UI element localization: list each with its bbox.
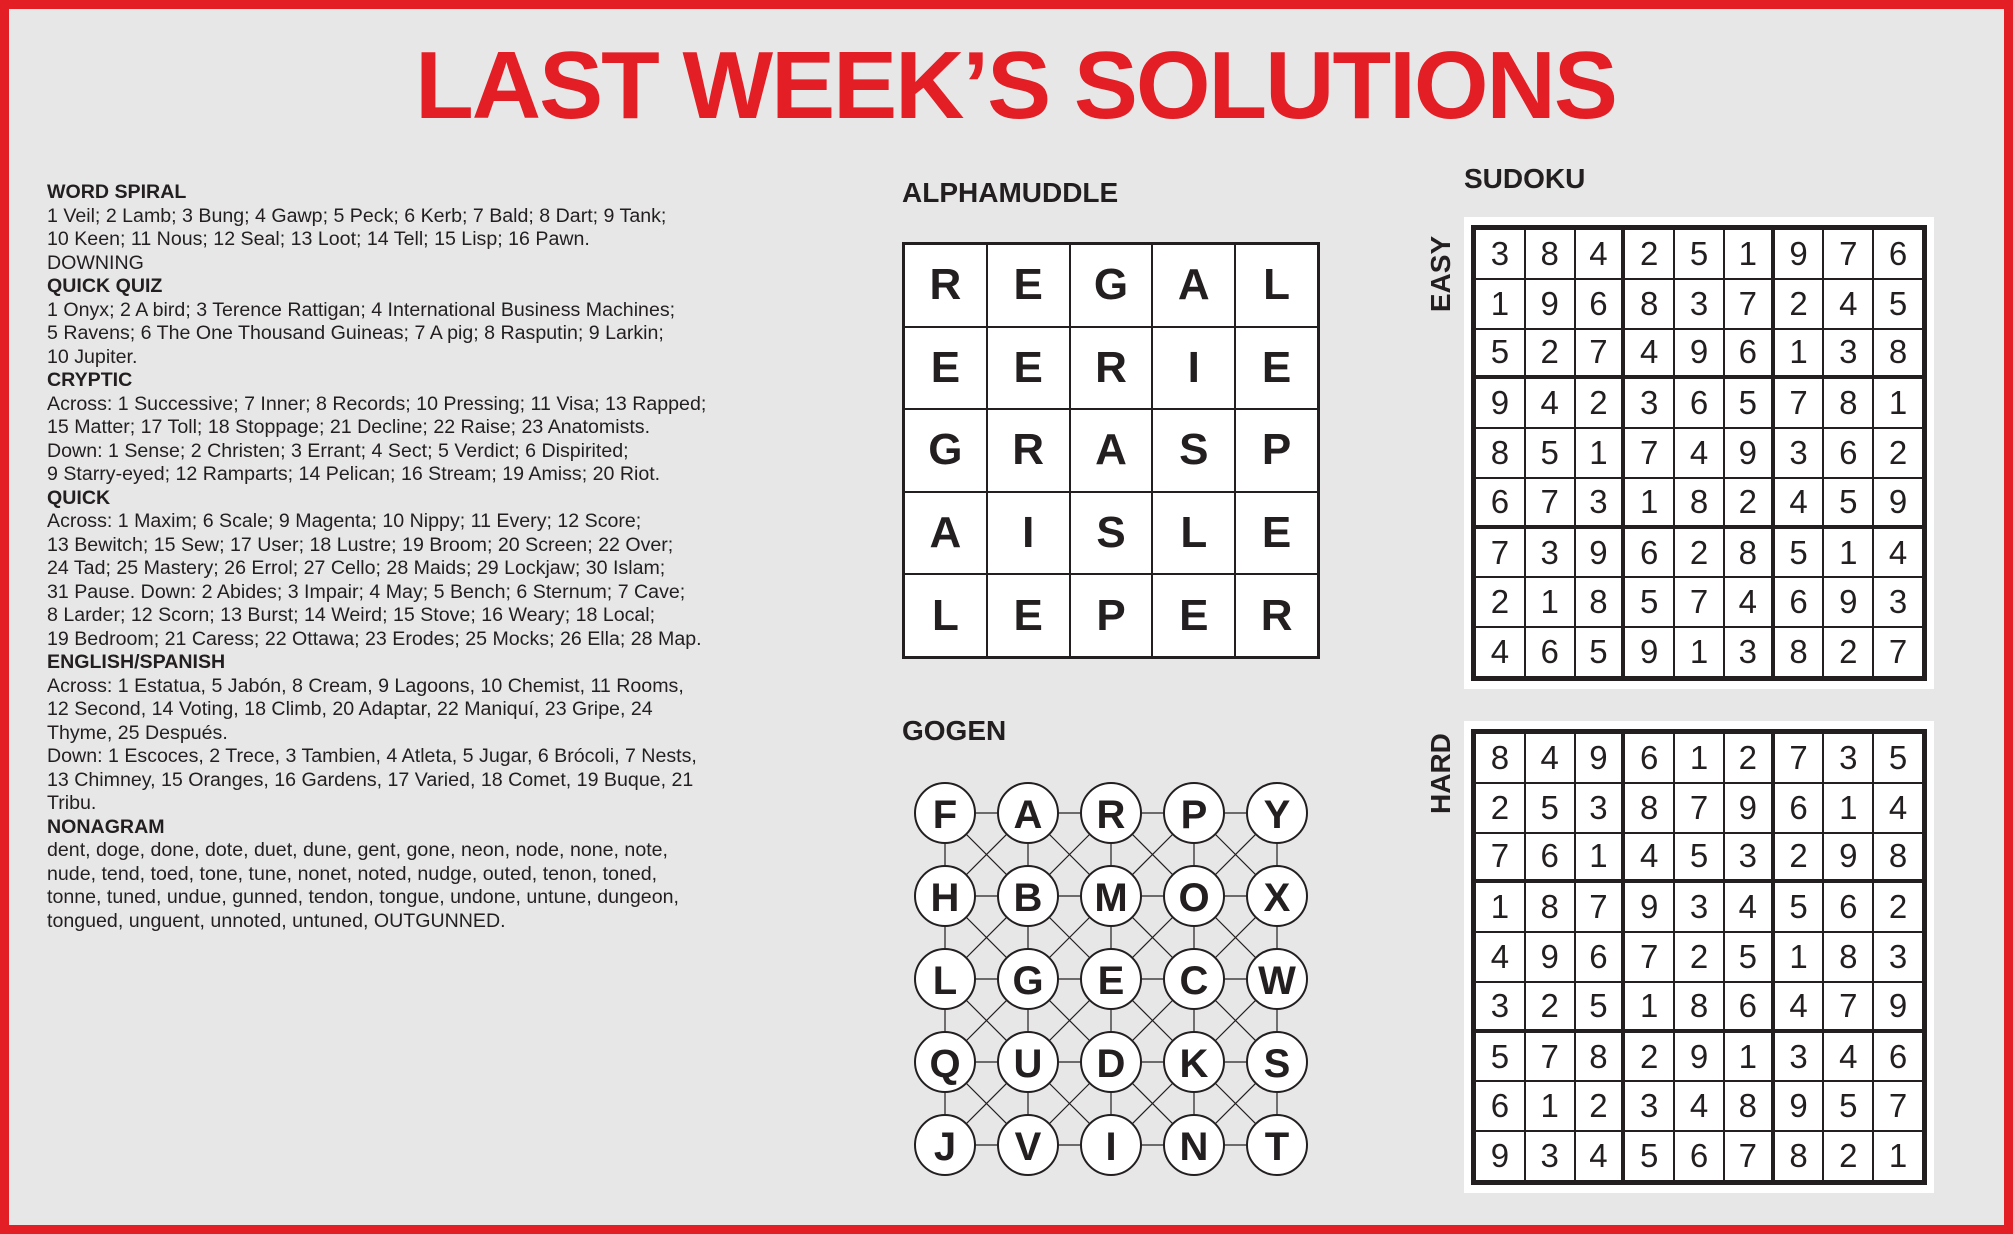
sudoku-cell: 4: [1525, 733, 1575, 783]
sudoku-cell: 8: [1774, 627, 1824, 677]
sudoku-cell: 4: [1674, 428, 1724, 478]
sudoku-cell: 2: [1724, 478, 1774, 528]
sudoku-cell: 8: [1873, 329, 1923, 379]
sudoku-cell: 1: [1575, 833, 1625, 883]
gogen-letter: X: [1263, 876, 1291, 920]
sudoku-cell: 2: [1873, 428, 1923, 478]
sudoku-cell: 8: [1525, 882, 1575, 932]
alphamuddle-cell: P: [1235, 409, 1318, 492]
sudoku-cell: 5: [1823, 1081, 1873, 1131]
sudoku-cell: 8: [1624, 783, 1674, 833]
sudoku-cell: 1: [1774, 932, 1824, 982]
sudoku-cell: 3: [1724, 627, 1774, 677]
sudoku-cell: 1: [1624, 478, 1674, 528]
gogen-letter: F: [932, 793, 958, 837]
sudoku-cell: 8: [1674, 478, 1724, 528]
alphamuddle-cell: A: [1070, 409, 1153, 492]
sudoku-cell: 6: [1823, 882, 1873, 932]
sudoku-cell: 2: [1774, 279, 1824, 329]
sudoku-cell: 3: [1475, 229, 1525, 279]
sudoku-cell: 7: [1525, 1032, 1575, 1082]
sudoku-cell: 1: [1475, 279, 1525, 329]
sudoku-cell: 3: [1475, 982, 1525, 1032]
alphamuddle-cell: E: [904, 327, 987, 410]
gogen-letter: U: [1013, 1042, 1043, 1086]
sudoku-cell: 2: [1823, 627, 1873, 677]
sudoku-cell: 4: [1624, 833, 1674, 883]
sudoku-cell: 8: [1674, 982, 1724, 1032]
sudoku-cell: 4: [1823, 279, 1873, 329]
quick-heading: QUICK: [47, 486, 111, 509]
sudoku-cell: 6: [1774, 577, 1824, 627]
sudoku-cell: 2: [1624, 229, 1674, 279]
sudoku-cell: 9: [1674, 1032, 1724, 1082]
sudoku-cell: 9: [1624, 882, 1674, 932]
sudoku-cell: 3: [1575, 478, 1625, 528]
sudoku-cell: 7: [1575, 329, 1625, 379]
sudoku-cell: 3: [1575, 783, 1625, 833]
sudoku-cell: 1: [1823, 528, 1873, 578]
english-spanish-text: Across: 1 Estatua, 5 Jabón, 8 Cream, 9 Lagoons, 10 Chemist, 11 Rooms, 12 Second, 14 Voting, 18 Climb, 20 Adaptar, 22 Maniquí, 23 Gripe, 24 Thyme, 25 Después. Down: 1 Escoces, 2 Trece, 3 Tambien, 4 Atleta, 5 Jugar, 6 Brócoli, 7 Nests, 13 Chimney, 15 Oranges, 16 Gardens, 17 Varied, 18 Comet, 19 Buque, 21 Tribu.: [47, 674, 697, 814]
sudoku-cell: 9: [1724, 783, 1774, 833]
alphamuddle-cell: R: [904, 244, 987, 327]
sudoku-cell: 6: [1575, 932, 1625, 982]
gogen-letter: B: [1013, 876, 1043, 920]
alphamuddle-cell: A: [1152, 244, 1235, 327]
gogen-letter: Y: [1263, 793, 1291, 837]
text-solutions-column: [47, 181, 847, 933]
sudoku-cell: 6: [1873, 229, 1923, 279]
gogen-letter: M: [1094, 876, 1128, 920]
sudoku-cell: 4: [1774, 982, 1824, 1032]
sudoku-cell: 4: [1724, 577, 1774, 627]
sudoku-cell: 6: [1624, 733, 1674, 783]
gogen-letter: E: [1097, 959, 1125, 1003]
sudoku-cell: 2: [1575, 1081, 1625, 1131]
sudoku-cell: 8: [1774, 1131, 1824, 1181]
sudoku-cell: 9: [1774, 229, 1824, 279]
sudoku-cell: 9: [1724, 428, 1774, 478]
sudoku-cell: 8: [1525, 229, 1575, 279]
sudoku-cell: 9: [1525, 932, 1575, 982]
sudoku-cell: 7: [1525, 478, 1575, 528]
gogen-grid: [902, 769, 1320, 1199]
sudoku-cell: 5: [1475, 329, 1525, 379]
sudoku-cell: 2: [1674, 528, 1724, 578]
sudoku-cell: 6: [1525, 833, 1575, 883]
sudoku-cell: 6: [1674, 1131, 1724, 1181]
sudoku-cell: 2: [1475, 577, 1525, 627]
sudoku-cell: 5: [1774, 528, 1824, 578]
gogen-letter: I: [1105, 1125, 1117, 1169]
hard-label: HARD: [1425, 733, 1456, 814]
gogen-letter: K: [1179, 1042, 1209, 1086]
sudoku-cell: 8: [1475, 428, 1525, 478]
sudoku-cell: 6: [1724, 982, 1774, 1032]
alphamuddle-cell: E: [987, 244, 1070, 327]
sudoku-cell: 9: [1873, 982, 1923, 1032]
sudoku-cell: 5: [1724, 378, 1774, 428]
sudoku-cell: 2: [1774, 833, 1824, 883]
gogen-letter: T: [1264, 1125, 1290, 1169]
quick-quiz-section: [47, 275, 847, 369]
gogen-letter: A: [1013, 793, 1043, 837]
sudoku-cell: 1: [1674, 627, 1724, 677]
sudoku-cell: 7: [1774, 733, 1824, 783]
sudoku-cell: 4: [1774, 478, 1824, 528]
sudoku-cell: 8: [1575, 1032, 1625, 1082]
sudoku-cell: 5: [1823, 478, 1873, 528]
sudoku-cell: 8: [1823, 378, 1873, 428]
quick-quiz-text: 1 Onyx; 2 A bird; 3 Terence Rattigan; 4 International Business Machines; 5 Ravens; 6 The One Thousand Guineas; 7 A pig; 8 Rasputin; 9 Larkin; 10 Jupiter.: [47, 298, 676, 368]
sudoku-cell: 6: [1823, 428, 1873, 478]
sudoku-cell: 5: [1674, 833, 1724, 883]
sudoku-cell: 2: [1624, 1032, 1674, 1082]
sudoku-cell: 7: [1873, 627, 1923, 677]
sudoku-cell: 8: [1575, 577, 1625, 627]
sudoku-cell: 1: [1873, 378, 1923, 428]
sudoku-cell: 9: [1525, 279, 1575, 329]
sudoku-cell: 3: [1674, 882, 1724, 932]
sudoku-cell: 5: [1525, 428, 1575, 478]
alphamuddle-cell: L: [904, 574, 987, 657]
sudoku-cell: 7: [1674, 783, 1724, 833]
sudoku-cell: 3: [1624, 1081, 1674, 1131]
sudoku-cell: 7: [1624, 428, 1674, 478]
cryptic-heading: CRYPTIC: [47, 369, 133, 391]
sudoku-cell: 6: [1674, 378, 1724, 428]
quick-quiz-heading: QUICK QUIZ: [47, 275, 163, 297]
sudoku-cell: 6: [1475, 478, 1525, 528]
sudoku-cell: 5: [1575, 982, 1625, 1032]
sudoku-cell: 6: [1475, 1081, 1525, 1131]
sudoku-cell: 4: [1873, 528, 1923, 578]
sudoku-cell: 9: [1475, 378, 1525, 428]
sudoku-cell: 5: [1575, 627, 1625, 677]
sudoku-cell: 4: [1724, 882, 1774, 932]
alphamuddle-cell: A: [904, 492, 987, 575]
sudoku-cell: 7: [1774, 378, 1824, 428]
sudoku-cell: 2: [1525, 329, 1575, 379]
sudoku-cell: 7: [1674, 577, 1724, 627]
sudoku-cell: 1: [1525, 577, 1575, 627]
alphamuddle-cell: S: [1152, 409, 1235, 492]
gogen-letter: H: [930, 876, 960, 920]
sudoku-cell: 9: [1873, 478, 1923, 528]
english-spanish-heading: ENGLISH/SPANISH: [47, 651, 226, 673]
alphamuddle-cell: R: [1070, 327, 1153, 410]
sudoku-cell: 1: [1624, 982, 1674, 1032]
sudoku-cell: 1: [1774, 329, 1824, 379]
sudoku-cell: 5: [1873, 733, 1923, 783]
sudoku-cell: 4: [1823, 1032, 1873, 1082]
sudoku-cell: 5: [1624, 1131, 1674, 1181]
sudoku-cell: 6: [1774, 783, 1824, 833]
sudoku-cell: 3: [1525, 1131, 1575, 1181]
alphamuddle-cell: E: [1152, 574, 1235, 657]
alphamuddle-cell: R: [987, 409, 1070, 492]
sudoku-cell: 4: [1475, 932, 1525, 982]
sudoku-cell: 6: [1575, 279, 1625, 329]
sudoku-cell: 3: [1525, 528, 1575, 578]
sudoku-cell: 8: [1873, 833, 1923, 883]
gogen-letter: C: [1179, 959, 1209, 1003]
gogen-letter: P: [1180, 793, 1208, 837]
sudoku-cell: 2: [1475, 783, 1525, 833]
alphamuddle-cell: E: [1235, 327, 1318, 410]
sudoku-cell: 4: [1575, 1131, 1625, 1181]
sudoku-cell: 4: [1674, 1081, 1724, 1131]
sudoku-cell: 4: [1475, 627, 1525, 677]
sudoku-cell: 8: [1823, 932, 1873, 982]
sudoku-cell: 8: [1624, 279, 1674, 329]
sudoku-cell: 1: [1823, 783, 1873, 833]
sudoku-cell: 4: [1624, 329, 1674, 379]
cryptic-text: Across: 1 Successive; 7 Inner; 8 Records; 10 Pressing; 11 Visa; 13 Rapped; 15 Matter; 17 Toll; 18 Stoppage; 21 Decline; 22 Raise; 23 Anatomists. Down: 1 Sense; 2 Christen; 3 Errant; 4 Sect; 5 Verdict; 6 Dispirited; 9 Starry-eyed; 12 Ramparts; 14 Pelican; 16 Stream; 19 Amiss; 20 Riot.: [47, 392, 707, 485]
sudoku-cell: 7: [1823, 982, 1873, 1032]
sudoku-cell: 3: [1823, 329, 1873, 379]
sudoku-cell: 1: [1575, 428, 1625, 478]
alphamuddle-label: ALPHAMUDDLE: [902, 177, 1119, 208]
word-spiral-text: 1 Veil; 2 Lamb; 3 Bung; 4 Gawp; 5 Peck; 6 Kerb; 7 Bald; 8 Dart; 9 Tank; 10 Keen; 11 Nous; 12 Seal; 13 Loot; 14 Tell; 15 Lisp; 16 Pawn. DOWNING: [47, 204, 667, 274]
alphamuddle-cell: E: [987, 327, 1070, 410]
cryptic-section: [47, 369, 847, 487]
sudoku-cell: 7: [1575, 882, 1625, 932]
sudoku-cell: 4: [1575, 229, 1625, 279]
alphamuddle-cell: E: [987, 574, 1070, 657]
sudoku-cell: 6: [1624, 528, 1674, 578]
sudoku-cell: 2: [1674, 932, 1724, 982]
sudoku-cell: 3: [1724, 833, 1774, 883]
sudoku-cell: 6: [1724, 329, 1774, 379]
sudoku-cell: 2: [1823, 1131, 1873, 1181]
sudoku-cell: 3: [1674, 279, 1724, 329]
alphamuddle-cell: I: [987, 492, 1070, 575]
quick-text: Across: 1 Maxim; 6 Scale; 9 Magenta; 10 Nippy; 11 Every; 12 Score; 13 Bewitch; 15 Sew; 17 User; 18 Lustre; 19 Broom; 20 Screen; 22 Over; 24 Tad; 25 Mastery; 26 Errol; 27 Cello; 28 Maids; 29 Lockjaw; 30 Islam; 31 Pause. Down: 2 Abides; 3 Impair; 4 May; 5 Bench; 6 Sternum; 7 Cave; 8 Larder; 12 Scorn; 13 Burst; 14 Weird; 15 Stove; 16 Weary; 18 Local; 19 Bedroom; 21 Caress; 22 Ottawa; 23 Erodes; 25 Mocks; 26 Ella; 28 Map.: [47, 510, 702, 650]
alphamuddle-cell: G: [1070, 244, 1153, 327]
alphamuddle-cell: S: [1070, 492, 1153, 575]
sudoku-cell: 2: [1575, 378, 1625, 428]
sudoku-cell: 3: [1774, 1032, 1824, 1082]
sudoku-cell: 3: [1873, 577, 1923, 627]
nonagram-heading: NONAGRAM: [47, 815, 165, 838]
gogen-letter: V: [1014, 1125, 1042, 1169]
sudoku-cell: 8: [1724, 528, 1774, 578]
alphamuddle-cell: G: [904, 409, 987, 492]
quick-section: [47, 487, 847, 652]
sudoku-cell: 9: [1624, 627, 1674, 677]
gogen-letter: G: [1012, 959, 1044, 1003]
sudoku-cell: 1: [1724, 1032, 1774, 1082]
alphamuddle-grid: [902, 242, 1320, 659]
easy-sudoku-panel: [1464, 217, 1934, 689]
sudoku-cell: 7: [1724, 1131, 1774, 1181]
sudoku-label: SUDOKU: [1464, 163, 1586, 194]
sudoku-cell: 7: [1873, 1081, 1923, 1131]
alphamuddle-cell: L: [1235, 244, 1318, 327]
sudoku-cell: 2: [1873, 882, 1923, 932]
gogen-letter: R: [1096, 793, 1126, 837]
easy-sudoku-grid: [1471, 225, 1927, 681]
sudoku-cell: 9: [1475, 1131, 1525, 1181]
sudoku-cell: 9: [1774, 1081, 1824, 1131]
alphamuddle-cell: P: [1070, 574, 1153, 657]
sudoku-cell: 2: [1724, 733, 1774, 783]
sudoku-cell: 1: [1525, 1081, 1575, 1131]
sudoku-cell: 9: [1823, 833, 1873, 883]
sudoku-cell: 6: [1525, 627, 1575, 677]
gogen-letter: O: [1178, 876, 1210, 920]
gogen-label: GOGEN: [902, 715, 1007, 746]
sudoku-cell: 7: [1823, 229, 1873, 279]
gogen-letter: J: [933, 1125, 957, 1169]
sudoku-cell: 8: [1475, 733, 1525, 783]
sudoku-cell: 4: [1525, 378, 1575, 428]
sudoku-cell: 5: [1624, 577, 1674, 627]
sudoku-cell: 1: [1724, 229, 1774, 279]
sudoku-cell: 3: [1774, 428, 1824, 478]
sudoku-cell: 3: [1624, 378, 1674, 428]
easy-label: EASY: [1425, 235, 1456, 313]
word-spiral-section: [47, 181, 847, 275]
alphamuddle-cell: E: [1235, 492, 1318, 575]
sudoku-cell: 9: [1823, 577, 1873, 627]
nonagram-section: [47, 816, 847, 934]
sudoku-cell: 9: [1674, 329, 1724, 379]
page-title: LAST WEEK’S SOLUTIONS: [415, 32, 1616, 139]
sudoku-cell: 1: [1674, 733, 1724, 783]
nonagram-text: dent, doge, done, dote, duet, dune, gent, gone, neon, node, none, note, nude, tend, toed, tone, tune, nonet, noted, nudge, outed, tenon, toned, tonne, tuned, undue, gunned, tendon, tongue, undone, untune, dungeon, tongued, unguent, unnoted, untuned, OUTGUNNED.: [47, 839, 679, 932]
sudoku-cell: 7: [1724, 279, 1774, 329]
sudoku-cell: 9: [1575, 733, 1625, 783]
sudoku-cell: 5: [1475, 1032, 1525, 1082]
gogen-letter: L: [932, 959, 958, 1003]
hard-sudoku-grid: [1471, 729, 1927, 1185]
sudoku-cell: 5: [1873, 279, 1923, 329]
sudoku-cell: 5: [1724, 932, 1774, 982]
sudoku-cell: 5: [1774, 882, 1824, 932]
sudoku-cell: 7: [1475, 833, 1525, 883]
sudoku-cell: 3: [1823, 733, 1873, 783]
hard-sudoku-panel: [1464, 721, 1934, 1193]
gogen-letter: S: [1263, 1042, 1291, 1086]
gogen-letter: N: [1179, 1125, 1209, 1169]
sudoku-cell: 1: [1475, 882, 1525, 932]
sudoku-cell: 7: [1624, 932, 1674, 982]
alphamuddle-cell: I: [1152, 327, 1235, 410]
word-spiral-heading: WORD SPIRAL: [47, 181, 187, 203]
sudoku-cell: 7: [1475, 528, 1525, 578]
alphamuddle-cell: L: [1152, 492, 1235, 575]
sudoku-cell: 1: [1873, 1131, 1923, 1181]
gogen-letter: W: [1258, 959, 1296, 1003]
sudoku-cell: 9: [1575, 528, 1625, 578]
sudoku-cell: 5: [1674, 229, 1724, 279]
sudoku-cell: 4: [1873, 783, 1923, 833]
sudoku-cell: 6: [1873, 1032, 1923, 1082]
gogen-letter: Q: [929, 1042, 961, 1086]
alphamuddle-cell: R: [1235, 574, 1318, 657]
gogen-letter: D: [1096, 1042, 1126, 1086]
sudoku-cell: 8: [1724, 1081, 1774, 1131]
sudoku-cell: 5: [1525, 783, 1575, 833]
sudoku-cell: 3: [1873, 932, 1923, 982]
sudoku-cell: 2: [1525, 982, 1575, 1032]
english-spanish-section: [47, 651, 847, 816]
